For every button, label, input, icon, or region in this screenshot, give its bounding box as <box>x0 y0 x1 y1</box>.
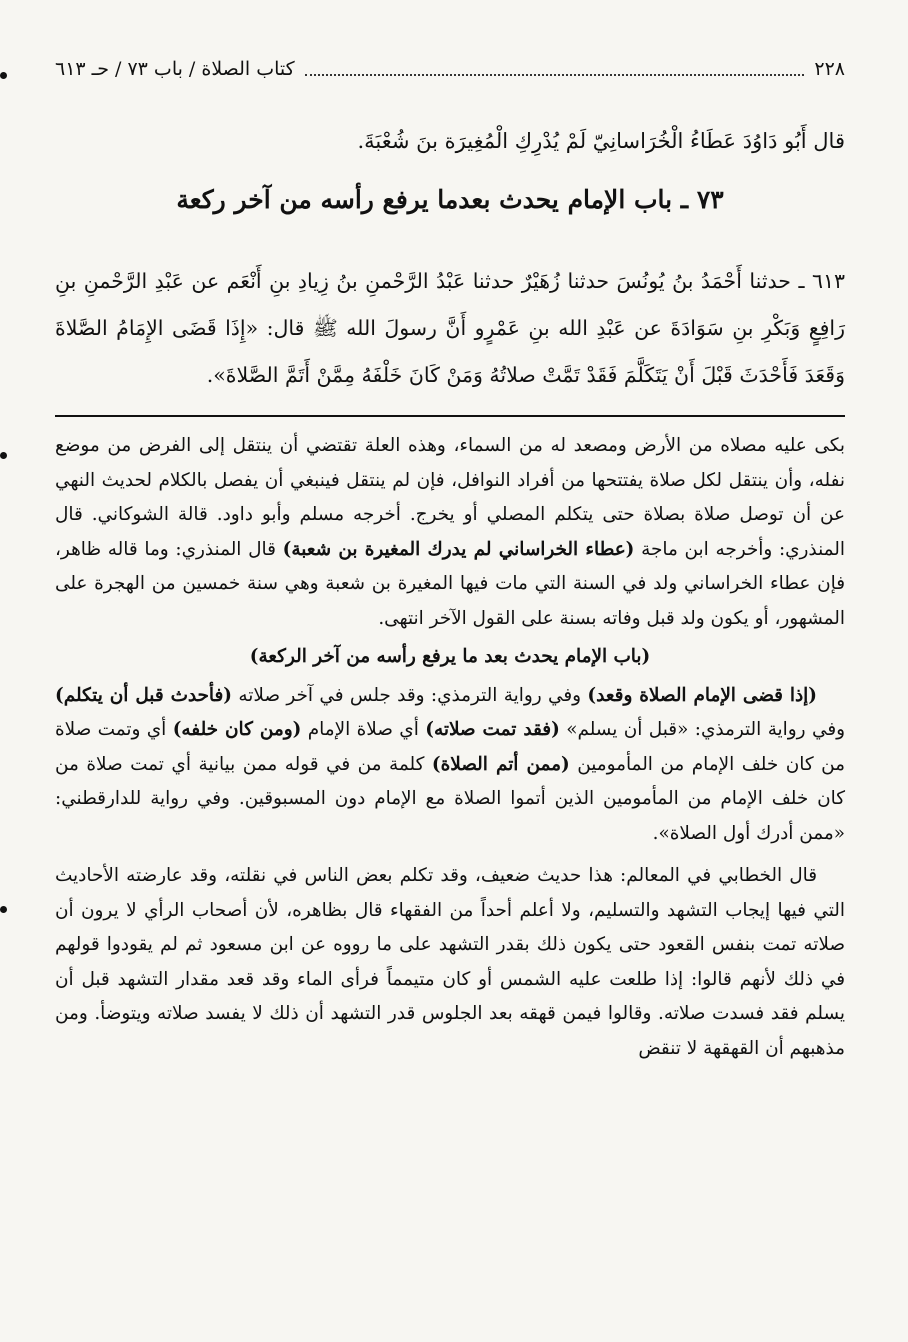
running-header <box>55 52 845 82</box>
footnote-divider <box>55 415 845 417</box>
chapter-title: ٧٣ ـ باب الإمام يحدث بعدما يرفع رأسه من آخر ركعة <box>176 185 724 214</box>
commentary-paragraph-3: قال الخطابي في المعالم: هذا حديث ضعيف، وقد تكلم بعض الناس في نقلته، وقد عارضته الأحاديث التي فيها إيجاب التشهد والتسليم، ولا أعلم أحداً من الفقهاء قال بظاهره، لأن أصحاب الرأي لا يرون أن صلاته تمت بنفس القعود حتى يكون ذلك بقدر التشهد على ما رووه عن ابن مسعود ثم لم يقودوا قولهم في ذلك لأنهم قالوا: إذا طلعت عليه الشمس أو كان متيمماً فرأى الماء وقد قعد مقدار التشهد قبل أن يسلم فقد فسدت صلاته. وقالوا فيمن قهقه بعد الجلوس قدر التشهد أن ذلك لا يفسد صلاته ويتوضأ. ومن مذهبهم أن القهقهة لا تنقض <box>55 865 845 1059</box>
bold-lemma: (فقد تمت صلاته) <box>425 719 560 740</box>
hadith-text: ٦١٣ ـ حدثنا أَحْمَدُ بنُ يُونُسَ حدثنا زُهَيْرٌ حدثنا عَبْدُ الرَّحْمنِ بنُ زِيادِ بنِ أَنْعَم عن عَبْدِ الرَّحْمنِ بنِ رَافِعٍ وَبَكْرِ بنِ سَوَادَةَ عن عَبْدِ الله بنِ عَمْرٍو أَنَّ رسولَ الله ﷺ قال: «إِذَا قَضَى الإِمَامُ الصَّلاةَ وَقَعَدَ فَأَحْدَثَ قَبْلَ أَنْ يَتَكَلَّمَ فَقَدْ تَمَّتْ صلاتُهُ وَمَنْ كَانَ خَلْفَهُ مِمَّنْ أَتَمَّ الصَّلاةَ». <box>55 269 845 387</box>
page-number: ٢٢٨ <box>814 58 845 80</box>
text-run: أي وتمت صلاة من كان خلف الإمام من المأمومين <box>55 719 845 775</box>
spacer <box>55 851 845 859</box>
intro-note: قال أَبُو دَاوُدَ عَطَاءُ الْخُرَاسانِيّ لَمْ يُدْرِكِ الْمُغِيرَة بنَ شُعْبَةَ. <box>357 129 845 153</box>
bold-lemma: (فأحدث قبل أن يتكلم) <box>55 684 233 706</box>
bold-lemma: (ممن أتم الصلاة) <box>431 753 570 775</box>
running-title: كتاب الصلاة / باب ٧٣ / حـ ٦١٣ <box>55 58 295 80</box>
leader-dots <box>305 74 805 76</box>
sub-heading: (باب الإمام يحدث بعد ما يرفع رأسه من آخر الركعة) <box>249 646 651 667</box>
bold-lemma: (ومن كان خلفه) <box>172 719 302 740</box>
scan-mark <box>0 72 7 79</box>
text-run: قال المنذري: وما قاله ظاهر، فإن عطاء الخراساني ولد في السنة التي مات فيها المغيرة بن شعبة وهي سنة خمسين من الهجرة على المشهور، أو يكون ولد قبل وفاته بسنة على القول الآخر انتهى. <box>55 538 845 629</box>
text-run: كلمة من في قوله ممن بيانية أي تمت صلاة من كان خلف الإمام من المأمومين الذين أتموا الصلاة مع الإمام دون المسبوقين. وفي رواية للدارقطني: «ممن أدرك أول الصلاة». <box>55 753 845 844</box>
commentary <box>55 429 845 1066</box>
text-run: أي صلاة الإمام <box>301 719 426 740</box>
commentary-paragraph-1 <box>55 429 845 636</box>
text-run: وفي رواية الترمذي: «قبل أن يسلم» <box>559 719 845 740</box>
scan-mark <box>0 906 7 913</box>
text-run: وفي رواية الترمذي: وقد جلس في آخر صلاته <box>232 684 588 706</box>
page <box>55 52 845 1322</box>
scan-mark <box>0 452 7 459</box>
commentary-paragraph-2 <box>55 679 845 852</box>
text-run: بكى عليه مصلاه من الأرض ومصعد له من السماء، وهذه العلة تقتضي أن ينتقل إلى الفرض من موضع نفله، وأن ينتقل لكل صلاة يفتتحها من أفراد النوافل، فإن لم ينتقل فينبغي أن يفصل بالكلام لحديث النهي عن أن توصل صلاة بصلاة حتى يتكلم المصلي أو يخرج. أخرجه مسلم وأبو داود. قالة الشوكاني. قال المنذري: وأخرجه ابن ماجة <box>55 435 845 560</box>
bold-lemma: (عطاء الخراساني لم يدرك المغيرة بن شعبة) <box>282 538 635 560</box>
bold-lemma: (إذا قضى الإمام الصلاة وقعد) <box>587 684 817 706</box>
